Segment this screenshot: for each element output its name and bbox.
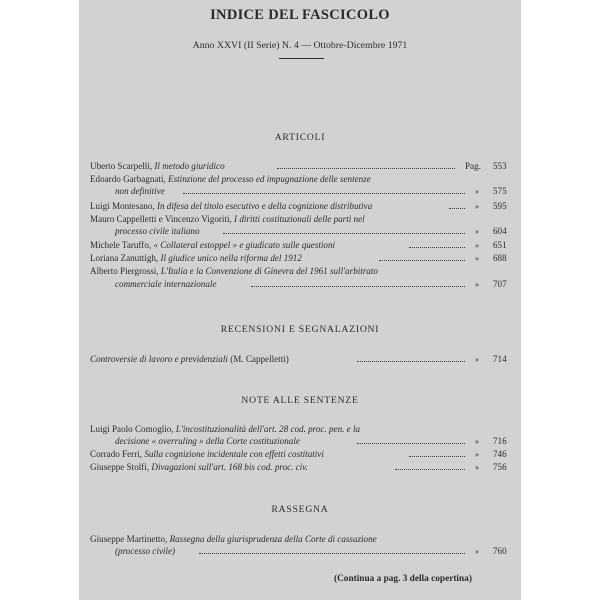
entry-title: Il giudice unico nella riforma del 1912 — [160, 253, 302, 263]
entry-author: Uberto Scarpelli, — [90, 161, 153, 171]
toc-entry — [79, 448, 521, 461]
entry-title-continuation: processo civile italiano — [115, 226, 200, 236]
toc-entry-continuation — [79, 185, 521, 198]
continued-note: (Continua a pag. 3 della copertina) — [334, 574, 472, 584]
leader-dots — [409, 456, 465, 457]
leader-dots — [277, 168, 455, 169]
page-prefix: » — [475, 187, 479, 196]
page-prefix: » — [475, 547, 479, 556]
entry-title: Sulla cognizione incidentale con effetti costitutivi — [144, 449, 324, 459]
leader-dots — [395, 469, 465, 470]
page-number: 595 — [493, 201, 507, 211]
entry-author: Luigi Montesano, — [90, 201, 155, 211]
page-number: 707 — [493, 279, 507, 289]
toc-entry-heading — [90, 239, 335, 252]
entry-title-continuation: decisione « overruling » della Corte costituzionale — [115, 436, 300, 446]
entry-author: Corrado Ferri, — [90, 449, 143, 459]
toc-entry — [79, 200, 521, 213]
page-prefix: » — [475, 254, 479, 263]
entry-title: L'Italia e la Convenzione di Ginevra del 1961 sull'arbitrato — [160, 266, 378, 276]
section-heading-note: NOTE ALLE SENTENZE — [241, 395, 359, 406]
toc-entry-heading — [90, 265, 378, 278]
toc-entry-continuation — [79, 225, 521, 238]
page-number: 746 — [493, 449, 507, 459]
toc-entry-heading — [90, 448, 324, 461]
toc-entry — [79, 252, 521, 265]
toc-entry-heading — [90, 252, 302, 265]
section-heading-rassegna: RASSEGNA — [271, 504, 329, 515]
section-heading-articoli: ARTICOLI — [274, 132, 326, 143]
toc-entry-heading — [90, 160, 225, 173]
page-number: 756 — [493, 462, 507, 472]
page-number: 688 — [493, 253, 507, 263]
entry-author: Alberto Piergrossi, — [90, 266, 159, 276]
toc-entry-continuation — [79, 545, 521, 558]
page-prefix: » — [475, 450, 479, 459]
entry-title: In difesa del titolo esecutivo e della cognizione distributiva — [156, 201, 373, 211]
toc-entry — [79, 160, 521, 173]
entry-title: Estinzione del processo ed impugnazione delle sentenze — [168, 174, 371, 184]
entry-title-continuation: commerciale internazionale — [115, 279, 217, 289]
page-number: 553 — [493, 161, 507, 171]
leader-dots — [379, 260, 465, 261]
index-page — [79, 0, 521, 600]
page-number: 575 — [493, 186, 507, 196]
leader-dots — [409, 247, 465, 248]
entry-author: Edoardo Garbagnati, — [90, 174, 166, 184]
page-prefix: » — [475, 202, 479, 211]
leader-dots — [357, 443, 465, 444]
entry-title: I diritti costituzionali delle parti nel — [234, 214, 365, 224]
issue-subtitle: Anno XXVI (II Serie) N. 4 — Ottobre-Dicembre 1971 — [192, 40, 408, 51]
entry-title: L'incostituzionalità dell'art. 28 cod. proc. pen. e la — [175, 424, 361, 434]
page-number: 651 — [493, 240, 507, 250]
toc-entry — [79, 353, 521, 366]
page-number: 760 — [493, 546, 507, 556]
leader-dots — [199, 553, 465, 554]
title-divider — [279, 58, 324, 59]
entry-title: Il metodo giuridico — [154, 161, 225, 171]
toc-entry — [79, 461, 521, 474]
toc-entry-heading — [90, 461, 308, 474]
leader-dots — [223, 233, 465, 234]
entry-author: Mauro Cappelletti e Vincenzo Vigoriti, — [90, 214, 232, 224]
toc-entry — [79, 265, 521, 278]
page-prefix: » — [475, 437, 479, 446]
leader-dots — [449, 208, 465, 209]
entry-title: « Collateral estoppel » e giudicato sulle questioni — [153, 240, 336, 250]
toc-entry-continuation — [79, 278, 521, 291]
entry-author: Giuseppe Martinetto, — [90, 534, 168, 544]
page-number: 716 — [493, 436, 507, 446]
leader-dots — [357, 361, 465, 362]
entry-author: Giuseppe Stolfi, — [90, 462, 150, 472]
leader-dots — [183, 193, 465, 194]
section-heading-recensioni: RECENSIONI E SEGNALAZIONI — [220, 324, 380, 335]
entry-title-continuation: non definitive — [115, 186, 165, 196]
entry-author: Michele Taruffo, — [90, 240, 152, 250]
toc-entry-continuation — [79, 435, 521, 448]
entry-author: Loriana Zanuttigh, — [90, 253, 159, 263]
entry-author: (M. Cappelletti) — [230, 354, 289, 364]
page-prefix: » — [475, 463, 479, 472]
toc-entry-heading — [90, 200, 372, 213]
page-prefix: » — [475, 355, 479, 364]
toc-entry-heading — [90, 353, 289, 366]
page-prefix: Pag. — [465, 161, 481, 171]
page-prefix: » — [475, 280, 479, 289]
entry-title: Divagazioni sull'art. 168 bis cod. proc. civ. — [151, 462, 308, 472]
page-number: 714 — [493, 354, 507, 364]
entry-title: Controversie di lavoro e previdenziali — [90, 354, 228, 364]
entry-title: Rassegna della giurisprudenza della Corte di cassazione — [169, 534, 377, 544]
page-prefix: » — [475, 241, 479, 250]
entry-author: Luigi Paolo Comoglio, — [90, 424, 174, 434]
leader-dots — [251, 286, 465, 287]
page-number: 604 — [493, 226, 507, 236]
toc-entry — [79, 239, 521, 252]
page-title: INDICE DEL FASCICOLO — [210, 7, 390, 23]
entry-title-continuation: (processo civile) — [115, 546, 176, 556]
page-prefix: » — [475, 227, 479, 236]
